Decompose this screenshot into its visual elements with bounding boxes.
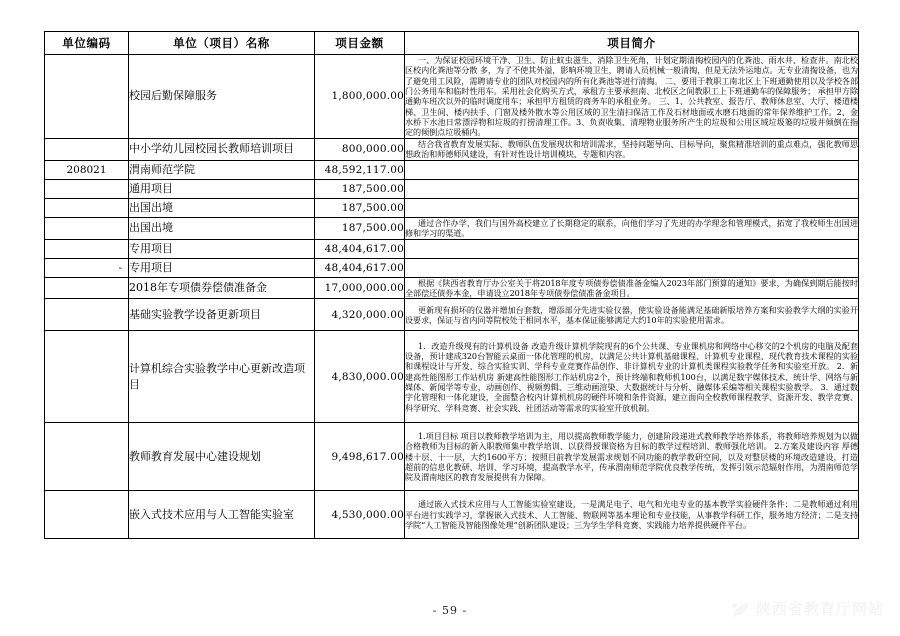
cell-description (405, 239, 859, 258)
cell-name: 出国出境 (129, 217, 315, 239)
cell-code (45, 491, 129, 539)
cell-code: 208021 (45, 160, 129, 179)
column-header-name: 单位（项目）名称 (129, 32, 315, 55)
cell-amount: 48,404,617.00 (315, 239, 405, 258)
watermark-text: 陕西省教育厅网站 (755, 600, 884, 618)
cell-name: 嵌入式技术应用与人工智能实验室 (129, 491, 315, 539)
cell-amount: 48,404,617.00 (315, 258, 405, 277)
column-header-code: 单位编码 (45, 32, 129, 55)
cell-name: 中小学幼儿园校园长教师培训项目 (129, 138, 315, 160)
cell-name: 专用项目 (129, 258, 315, 277)
table-header (45, 32, 859, 55)
budget-table (44, 31, 859, 539)
cell-description (405, 423, 859, 491)
cell-amount: 4,830,000.00 (315, 331, 405, 423)
cell-code (45, 179, 129, 198)
page-number: - 59 - (432, 604, 468, 617)
table-row (45, 331, 859, 423)
description-text: 根据《陕西省教育厅办公室关于将2018年度专项债券偿债准备金编入2023年部门预算的通知》要求，为确保到期后能按时全部偿还债券本金，申请设立2018年专项债券偿债准备金项目。 (405, 277, 858, 299)
column-header-amount: 项目金额 (315, 32, 405, 55)
table-row (45, 277, 859, 299)
cell-description (405, 277, 859, 299)
cell-description (405, 138, 859, 160)
table-body (45, 55, 859, 539)
cell-name: 教师教育发展中心建设规划 (129, 423, 315, 491)
cell-description (405, 198, 859, 217)
cell-amount: 1,800,000.00 (315, 55, 405, 139)
cell-amount: 9,498,617.00 (315, 423, 405, 491)
description-text: 结合我省教育发展实际、教师队伍发展现状和培训需求，坚持问题导向、目标导向，聚焦精准培训的重点难点，强化教师思想政治和师德师风建设，有针对性设计培训模块、专题和内容。 (405, 138, 858, 160)
cell-name: 通用项目 (129, 179, 315, 198)
cell-code (45, 331, 129, 423)
description-text: 通过嵌入式技术应用与人工智能实验室建设，一是满足电子、电气和光电专业的基本教学实验硬件条件；二是教师通过利用平台进行实践学习，掌握嵌入式技术、人工智能、物联网等基本理论和专业技能，从事教学科研工作，服务地方经济；二是支持学院“人工智能及智能图像处理”创新团队建设；三为学生学科竞赛、实践能力培养提供硬件平台。 (405, 499, 858, 531)
table-row (45, 239, 859, 258)
cell-amount: 17,000,000.00 (315, 277, 405, 299)
table-row (45, 160, 859, 179)
cell-code: - (45, 258, 129, 277)
cell-code (45, 277, 129, 299)
cell-description (405, 331, 859, 423)
cell-name: 出国出境 (129, 198, 315, 217)
table-row (45, 217, 859, 239)
cell-name: 渭南师范学院 (129, 160, 315, 179)
cell-description (405, 179, 859, 198)
cell-description (405, 258, 859, 277)
cell-description (405, 217, 859, 239)
description-text: 更新现有损坏的仪器并增加台套数，增添部分先进实验仪器，使实验设备能满足基础新版培养方案和实验教学大纲的实验开设要求，保证与省内同等院校处于相同水平，基本保证能够满足大约10年的实验使用需求。 (405, 304, 858, 325)
cell-amount: 4,530,000.00 (315, 491, 405, 539)
cell-code (45, 239, 129, 258)
cell-amount: 4,320,000.00 (315, 299, 405, 331)
table-row (45, 491, 859, 539)
description-text: 通过合作办学，我们与国外高校建立了长期稳定的联系，向他们学习了先进的办学理念和管理模式，拓宽了我校师生出国进修和学习的渠道。 (405, 217, 858, 239)
table-row (45, 198, 859, 217)
cell-name: 计算机综合实验教学中心更新改造项目 (129, 331, 315, 423)
cell-amount: 48,592,117.00 (315, 160, 405, 179)
table-row (45, 179, 859, 198)
description-text: 1.项目目标 项目以教师教学培训为主，用以提高教师教学能力，创建阶段递进式教师教学培养体系，将教师培养规划为以做合格教师为目标的新入职教师集中教学培训、以获得授课资格为目标的教学过程培训、教师强化培训。 2.方案及建设内容 厚德楼十层、十一层，大约1600平方；按照目前教学发展需求规划不同功能的教学教研空间，以及对整层楼的环境改造建设，打造超前的信息化教研、培训、学习环境，提高教学水平，传承渭南师范学院优良教学传统，发挥引领示范辐射作用，为渭南师范学院及渭南地区的教育发展提供有力保障。 (405, 431, 858, 483)
table-row (45, 55, 859, 139)
cell-amount: 187,500.00 (315, 217, 405, 239)
cell-code (45, 55, 129, 139)
cell-name: 校园后勤保障服务 (129, 55, 315, 139)
cell-code (45, 138, 129, 160)
cell-amount: 187,500.00 (315, 198, 405, 217)
cell-name: 专用项目 (129, 239, 315, 258)
table-row (45, 299, 859, 331)
cell-amount: 800,000.00 (315, 138, 405, 160)
table-row (45, 138, 859, 160)
cell-code (45, 217, 129, 239)
description-text: 一、为保证校园环境干净、卫生、防止蚊虫滋生、消除卫生死角，计划定期清掏校园内的化粪池、雨水井、检查井。南北校区校内化粪池等分散 多，为了不使其外溢，影响环境卫生，聘请人员机械一般清掏，但是无法外运地点。无专业清掏设备，也为了避免用工风险，需聘请专业的团队对校园内的所有化粪池等进行清掏。 二、要用于教职工南北区上下班通勤使用以及学校各部门公务用车和临时性用车。采用社会化购买方式，承租方主要承担南、北校区之间教职工上下班通勤车的保障服务； 承担甲方除通勤车班次以外的临时调度用车；承担甲方租赁的商务车的承租业务。 三、1、公共教室、报告厅、教师休息室、大厅、楼道楼梯、卫生间、楼内扶手、门窗及楼外散水等公用区域的卫生清扫保洁工作及石材地面或水磨石地面的常年保养维护工作。2、金水桥下水池日常漂浮物和垃圾的打捞清理工作。3、负责收集、清理物业服务所产生的垃圾和公用区域垃圾篓的垃圾并倾倒在指定的倾倒点垃圾桶内。 (405, 55, 858, 138)
cell-name: 2018年专项债券偿债准备金 (129, 277, 315, 299)
cell-description (405, 160, 859, 179)
column-header-description: 项目简介 (405, 32, 859, 55)
description-text: 1．改造升级现有的计算机设备 改造升级计算机学院现有的6个公共课、专业课机房和网络中心移交的2个机房的电脑及配套设备，预计建成320台智能云桌面一体化管理的机房，以满足公共计算机基础课程、计算机专业课程、现代教育技术课程的实验和课程设计与开发、综合实验实训、学科专业竞赛作品创作、非计算机专业的计算机类课程实验教学任务和实验室开放。 2．新建高性能图形工作站机房 新建高性能图形工作站机房2个，预计终端和教师机100台，以满足数字媒体技术、统计学、网络与新媒体、新闻学等专业，动画创作、视频剪辑、三维动画渲染、大数据统计与分析、融媒体采编等相关课程实验教学。 3．通过数字化管理和一体化建设，全面整合校内计算机机房的硬件环境和条件资源，建立面向全校教师课程教学、资源开发、教学竞赛、科学研究、学科竞赛、社会实践、社团活动等需求的实验室开放机制。 (405, 340, 858, 413)
table-row (45, 258, 859, 277)
table-row (45, 423, 859, 491)
cell-code (45, 299, 129, 331)
cell-code (45, 198, 129, 217)
cell-description (405, 55, 859, 139)
cell-name: 基础实验教学设备更新项目 (129, 299, 315, 331)
cell-description (405, 491, 859, 539)
table-header-row (45, 32, 859, 55)
cell-code (45, 423, 129, 491)
cell-amount: 187,500.00 (315, 179, 405, 198)
cell-description (405, 299, 859, 331)
